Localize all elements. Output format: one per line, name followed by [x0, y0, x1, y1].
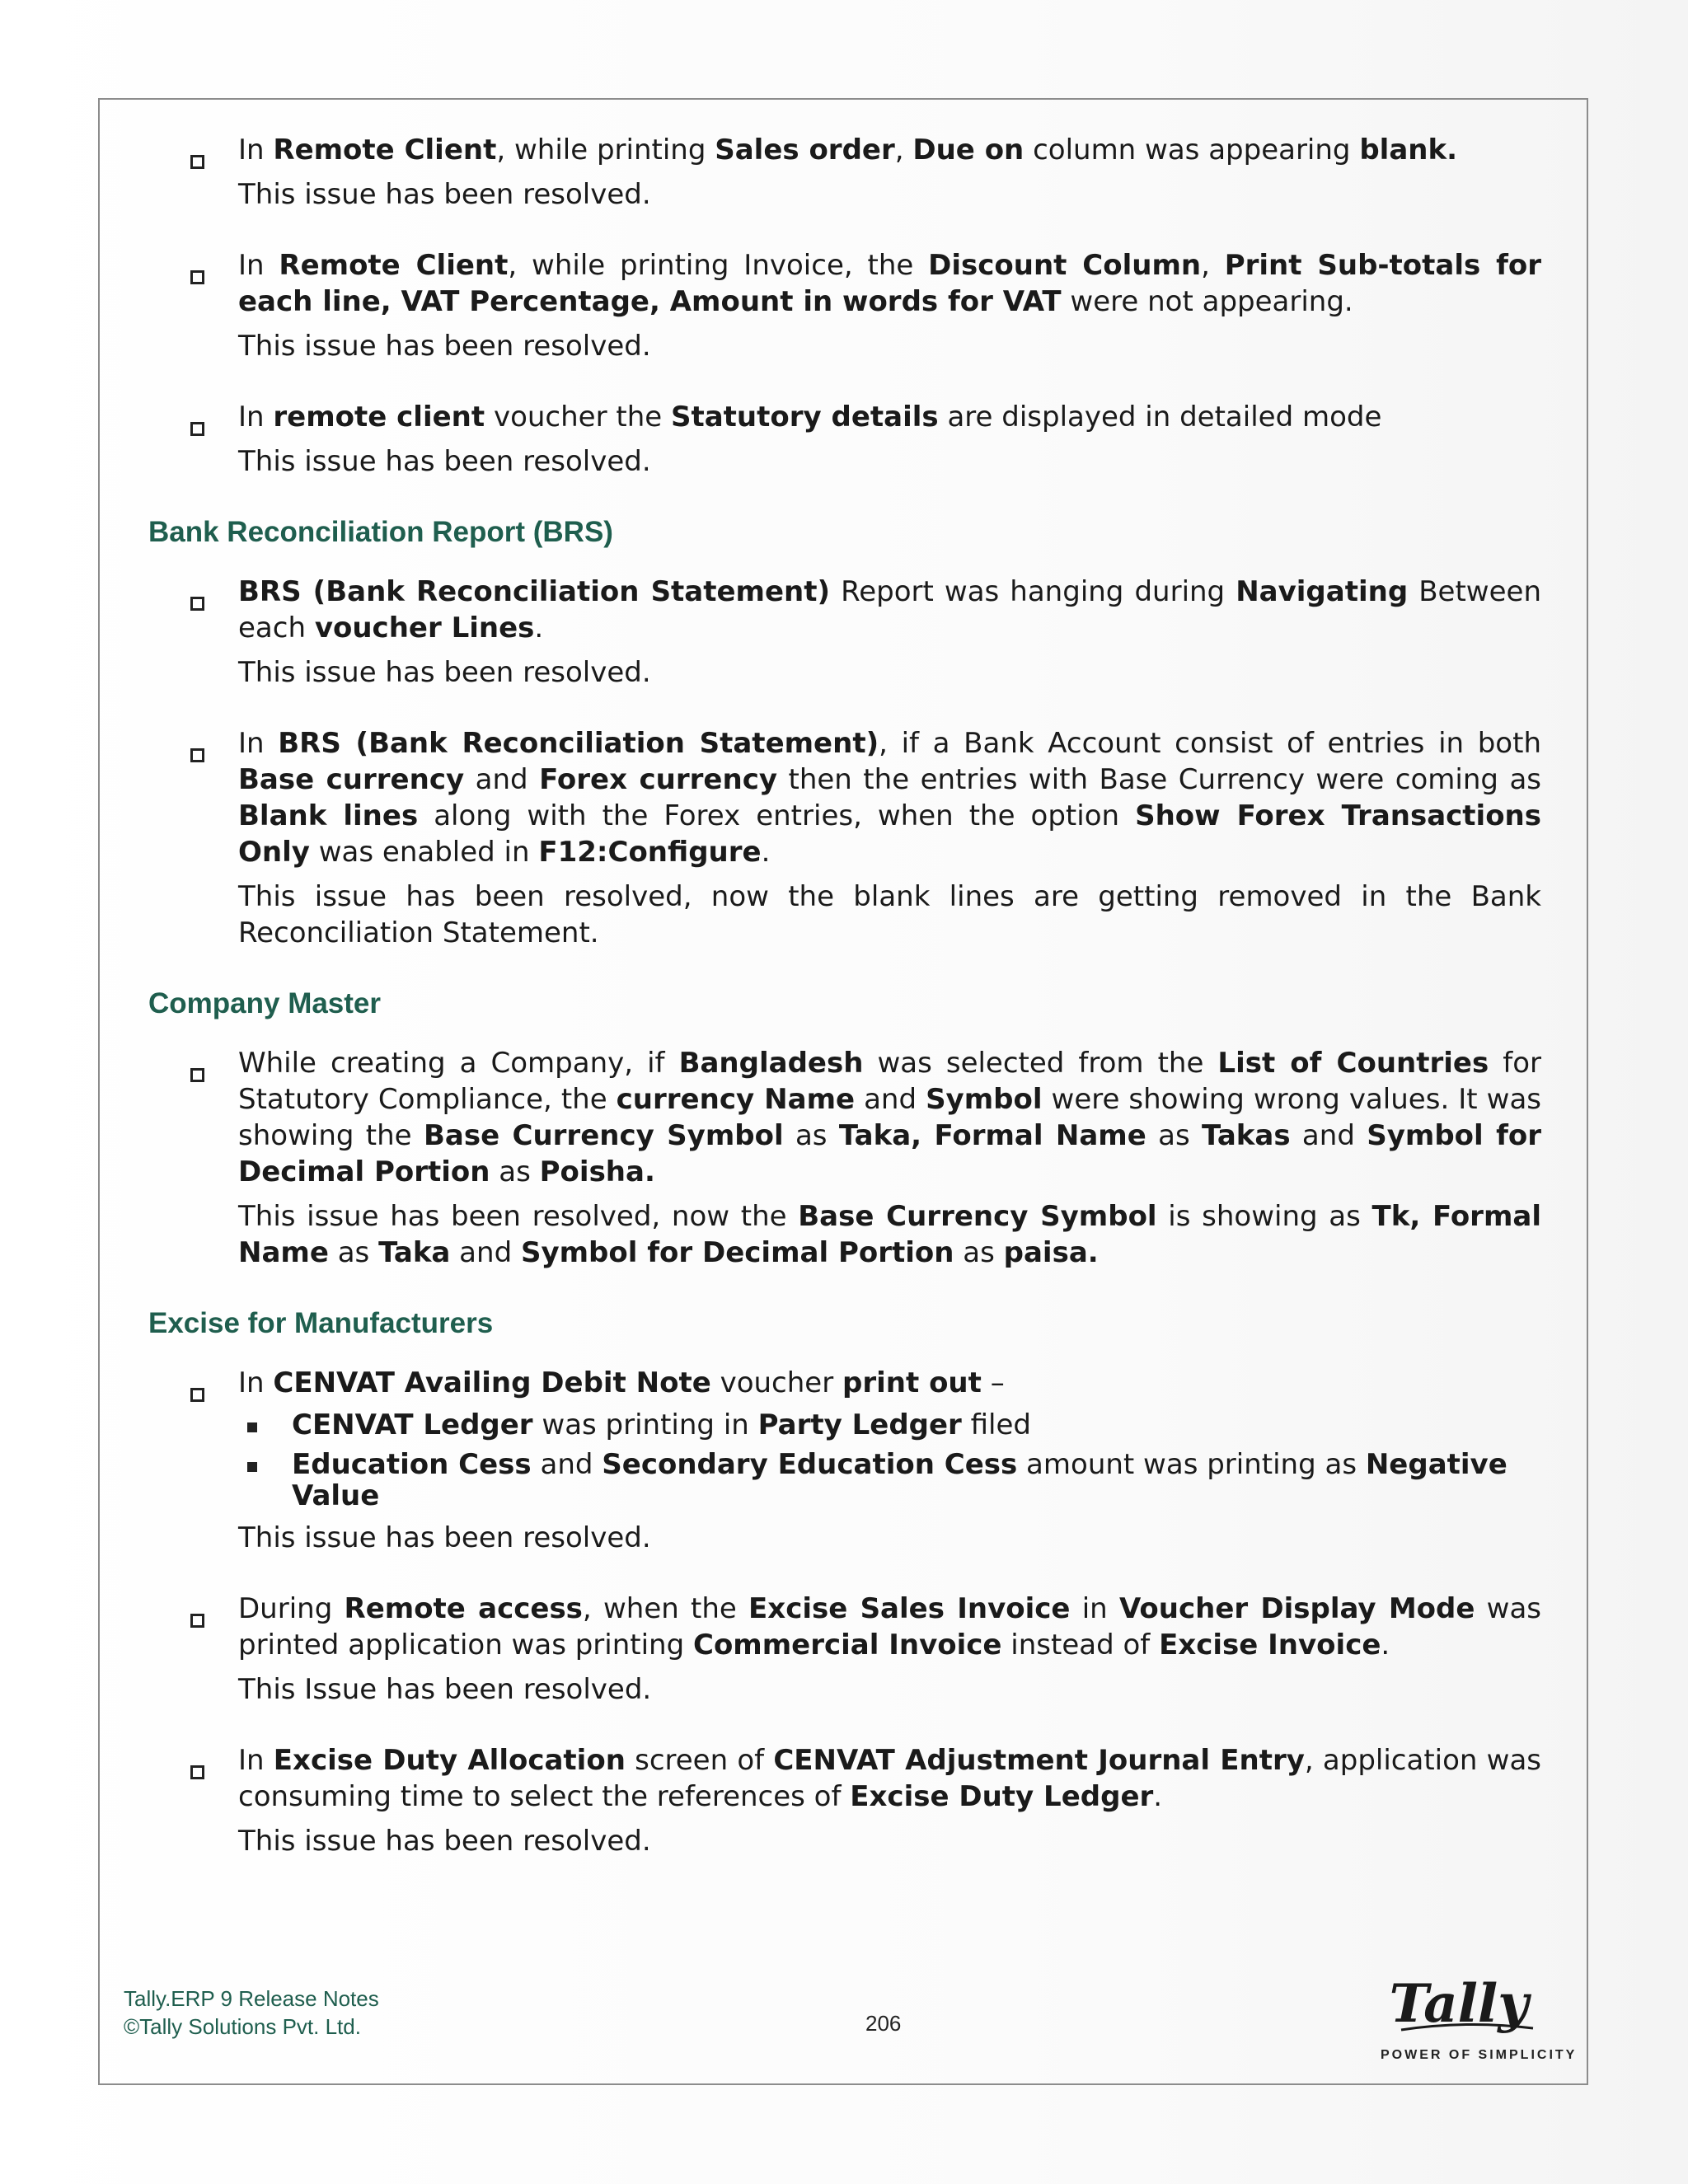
- hollow-square-bullet-icon: [190, 1388, 204, 1402]
- sub-list-item: [238, 1409, 1541, 1441]
- sub-item-text: Education Cess and Secondary Education Cess amount was printing as Negative Value: [292, 1448, 1507, 1512]
- issue-text: In Remote Client, while printing Sales order, Due on column was appearing blank.: [238, 134, 1457, 166]
- hollow-square-bullet-icon: [190, 1068, 204, 1082]
- resolution-text: This Issue has been resolved.: [238, 1673, 652, 1706]
- issue-item: [148, 725, 1541, 951]
- issue-text: While creating a Company, if Bangladesh was selected from the List of Countries for Statutory Compliance, the currency Name and Symbol were showing wrong values. It was showing the Base Currency Symbol as Taka, Formal Name as Takas and Symbol for Decimal Portion as Poisha.: [238, 1047, 1542, 1188]
- issue-text: In Remote Client, while printing Invoice, the Discount Column, Print Sub-totals for each line, VAT Percentage, Amount in words for VAT were not appearing.: [238, 249, 1541, 318]
- hollow-square-bullet-icon: [190, 1614, 204, 1628]
- footer-product: Tally.ERP 9 Release Notes: [124, 1986, 379, 2011]
- page-number: 206: [865, 2011, 902, 2036]
- issue-text: In Excise Duty Allocation screen of CENVAT Adjustment Journal Entry, application was consuming time to select the references of Excise Duty Ledger.: [238, 1744, 1542, 1813]
- section-heading-brs: Bank Reconciliation Report (BRS): [148, 516, 613, 548]
- tally-logo-text: Tally: [1389, 1974, 1529, 2035]
- logo-tagline: POWER OF SIMPLICITY: [1381, 2048, 1578, 2062]
- issue-item: [148, 247, 1541, 364]
- section-heading-excise: Excise for Manufacturers: [148, 1307, 494, 1339]
- issue-item: [148, 1045, 1541, 1271]
- filled-square-bullet-icon: [247, 1422, 257, 1432]
- issue-text: In CENVAT Availing Debit Note voucher print out –: [238, 1366, 1005, 1399]
- items-top: [148, 132, 1541, 480]
- resolution-text: This issue has been resolved.: [238, 178, 651, 211]
- resolution-text: This issue has been resolved.: [238, 445, 651, 478]
- resolution-text: This issue has been resolved.: [238, 330, 651, 363]
- sub-list-item: [238, 1449, 1541, 1511]
- hollow-square-bullet-icon: [190, 1765, 204, 1779]
- issue-item: [148, 1365, 1541, 1556]
- footer-copyright: ©Tally Solutions Pvt. Ltd.: [124, 2014, 361, 2039]
- issue-item: [148, 132, 1541, 213]
- hollow-square-bullet-icon: [190, 597, 204, 611]
- issue-text: During Remote access, when the Excise Sales Invoice in Voucher Display Mode was printed application was printing Commercial Invoice instead of Excise Invoice.: [238, 1592, 1542, 1661]
- resolution-text: This issue has been resolved.: [238, 1825, 651, 1858]
- issue-text: In remote client voucher the Statutory details are displayed in detailed mode: [238, 401, 1382, 434]
- resolution-text: This issue has been resolved.: [238, 656, 651, 689]
- release-notes-content: [148, 132, 1541, 1894]
- hollow-square-bullet-icon: [190, 155, 204, 169]
- sub-item-text: CENVAT Ledger was printing in Party Ledger filed: [292, 1408, 1031, 1441]
- resolution-text: This issue has been resolved, now the blank lines are getting removed in the Bank Reconciliation Statement.: [238, 880, 1541, 949]
- section-heading-company-master: Company Master: [148, 987, 382, 1019]
- issue-text: In BRS (Bank Reconciliation Statement), if a Bank Account consist of entries in both Base currency and Forex currency then the entries with Base Currency were coming as Blank lines along with the Forex entries, when the option Show Forex Transactions Only was enabled in F12:Configure.: [238, 727, 1542, 869]
- hollow-square-bullet-icon: [190, 422, 204, 436]
- issue-text: BRS (Bank Reconciliation Statement) Report was hanging during Navigating Between each voucher Lines.: [238, 575, 1542, 644]
- resolution-text: This issue has been resolved.: [238, 1521, 651, 1554]
- hollow-square-bullet-icon: [190, 748, 204, 762]
- resolution-text: This issue has been resolved, now the Base Currency Symbol is showing as Tk, Formal Name as Taka and Symbol for Decimal Portion as paisa.: [238, 1200, 1541, 1269]
- issue-item: [148, 399, 1541, 480]
- issue-item: [148, 1591, 1541, 1708]
- tally-logo: [1376, 1974, 1558, 2040]
- hollow-square-bullet-icon: [190, 270, 204, 284]
- issue-item: [148, 574, 1541, 691]
- issue-item: [148, 1742, 1541, 1859]
- filled-square-bullet-icon: [247, 1462, 257, 1472]
- footer-credits: [124, 1985, 379, 2041]
